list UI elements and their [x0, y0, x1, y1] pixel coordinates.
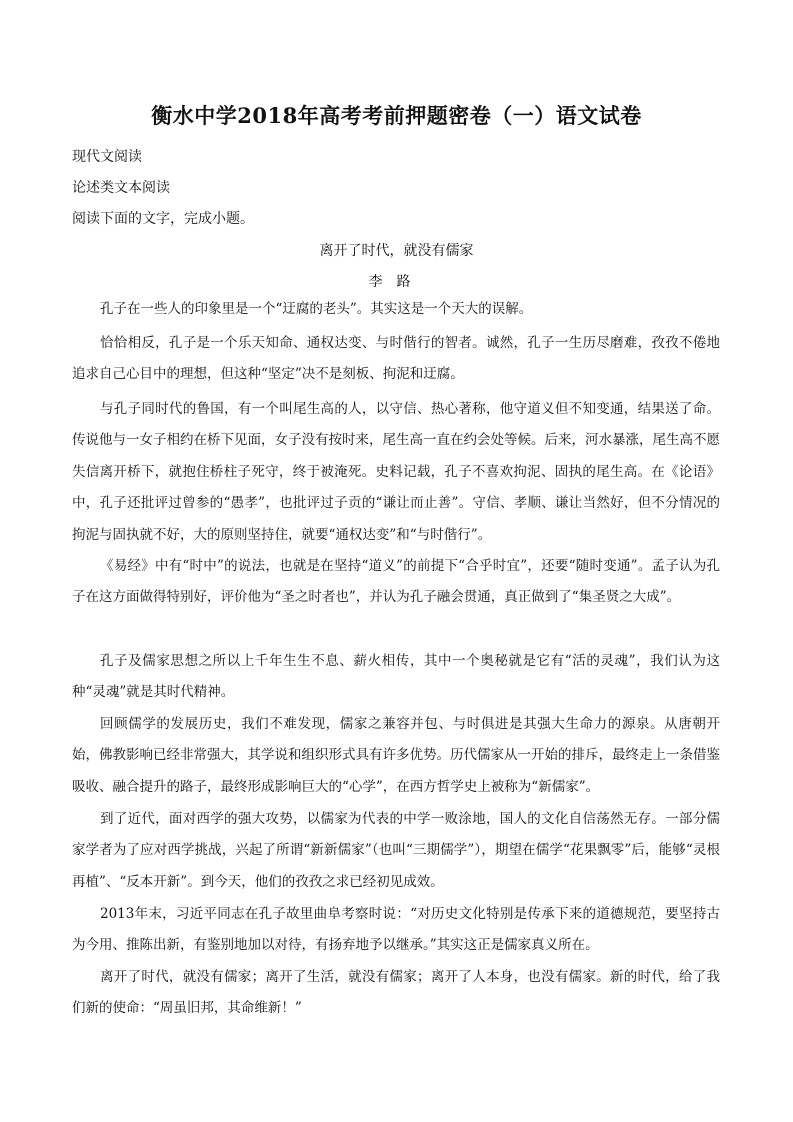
instruction-text: 阅读下面的文字，完成小题。 [72, 211, 254, 227]
article-paragraph-4: 《易经》中有“时中”的说法，也就是在坚持“道义”的前提下“合乎时宜”，还要“随时变通”。孟子认为孔子在这方面做得特别好，评价他为“圣之时者也”，并认为孔子融会贯通，真正做到了“集圣贤之大成”。 [72, 558, 720, 606]
page-title: 衡水中学2018年高考考前押题密卷（一）语文试卷 [151, 103, 642, 128]
article-paragraph-9: 离开了时代，就没有儒家；离开了生活，就没有儒家；离开了人本身，也没有儒家。新的时代，给了我们新的使命：“周虽旧邦，其命维新！” [72, 969, 720, 1017]
article-heading: 离开了时代，就没有儒家 [319, 243, 474, 259]
article-paragraph-3: 与孔子同时代的鲁国，有一个叫尾生高的人，以守信、热心著称，他守道义但不知变通，结果送了命。传说他与一女子相约在桥下见面，女子没有按时来，尾生高一直在约会处等候。后来，河水暴涨，尾生高不愿失信离开桥下，就抱住桥柱子死守，终于被淹死。史料记载，孔子不喜欢拘泥、固执的尾生高。在《论语》中，孔子还批评过曾参的“愚孝”，也批评过子贡的“谦让而止善”。守信、孝顺、谦让当然好，但不分情况的拘泥与固执就不好，大的原则坚持住，就要“通权达变”和“与时偕行”。 [72, 401, 720, 543]
article-paragraph-8: 2013年末，习近平同志在孔子故里曲阜考察时说：“对历史文化特别是传承下来的道德规范，要坚持古为今用、推陈出新，有鉴别地加以对待，有扬弃地予以继承。”其实这正是儒家真义所在。 [72, 906, 720, 954]
section-label-modern-reading: 现代文阅读 [72, 149, 142, 165]
section-label-argumentative: 论述类文本阅读 [72, 180, 170, 196]
article-paragraph-2: 恰恰相反，孔子是一个乐天知命、通权达变、与时偕行的智者。诚然，孔子一生历尽磨难，孜孜不倦地追求自己心目中的理想，但这种“坚定”决不是刻板、拘泥和迂腐。 [72, 335, 720, 383]
article-paragraph-7: 到了近代，面对西学的强大攻势，以儒家为代表的中学一败涂地，国人的文化自信荡然无存。一部分儒家学者为了应对西学挑战，兴起了所谓“新新儒家”（也叫“三期儒学”），期望在儒学“花果飘零”后，能够“灵根再植”、“反本开新”。到今天，他们的孜孜之求已经初见成效。 [72, 811, 720, 890]
article-author: 李路 [368, 274, 425, 290]
article-paragraph-6: 回顾儒学的发展历史，我们不难发现，儒家之兼容并包、与时俱进是其强大生命力的源泉。从唐朝开始，佛教影响已经非常强大，其学说和组织形式具有许多优势。历代儒家从一开始的排斥，最终走上一条借鉴吸收、融合提升的路子，最终形成影响巨大的“心学”，在西方哲学史上被称为“新儒家”。 [72, 716, 720, 795]
article-paragraph-1: 孔子在一些人的印象里是一个“迂腐的老头”。其实这是一个天大的误解。 [100, 301, 533, 317]
article-paragraph-5: 孔子及儒家思想之所以上千年生生不息、薪火相传，其中一个奥秘就是它有“活的灵魂”，我们认为这种“灵魂”就是其时代精神。 [72, 653, 720, 701]
